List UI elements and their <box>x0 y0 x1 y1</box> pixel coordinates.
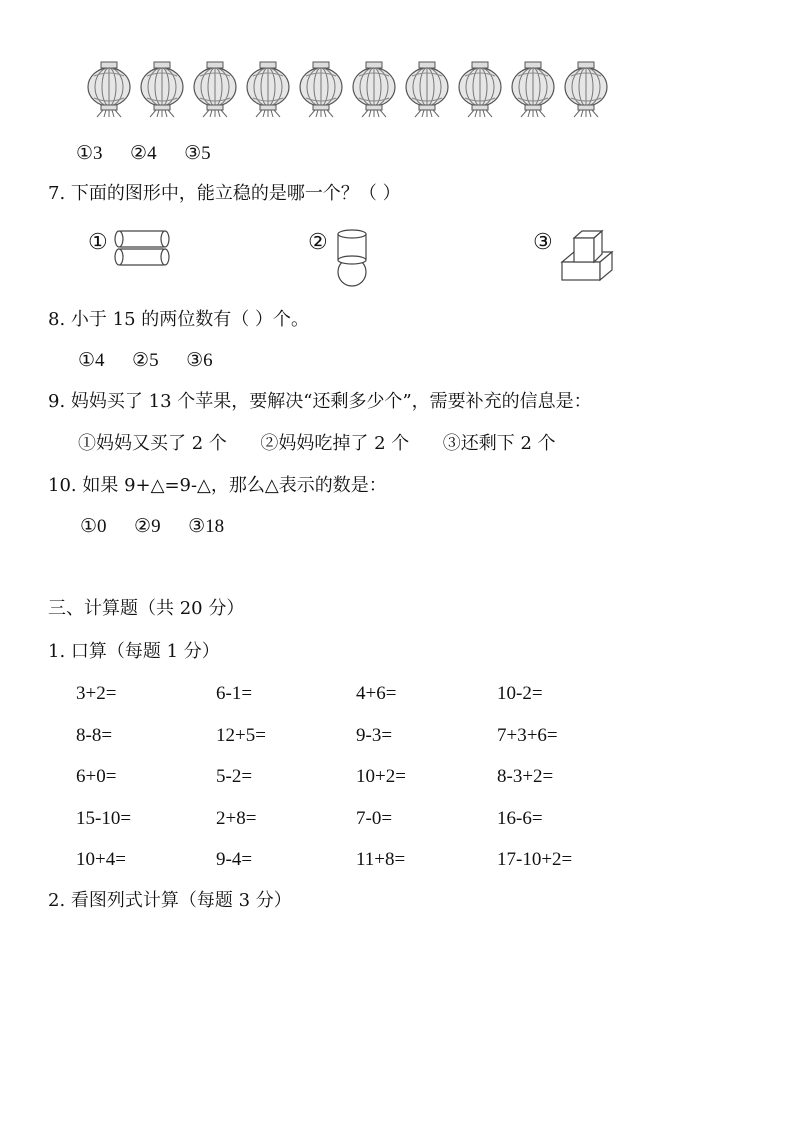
lantern-row <box>86 60 616 118</box>
math-problem: 9-3= <box>356 724 393 746</box>
math-problem: 8-8= <box>76 724 113 746</box>
lantern-icon <box>139 60 185 118</box>
section-3-title: 三、计算题（共 20 分） <box>48 598 245 619</box>
q6-option-1: ①3 <box>76 143 103 164</box>
math-problem: 9-4= <box>216 849 253 870</box>
q6-options <box>76 142 211 165</box>
math-problem: 4+6= <box>356 683 397 704</box>
section-3-part-1: 1. 口算（每题 1 分） <box>48 641 220 662</box>
q7-question: 7. 下面的图形中，能立稳的是哪一个？（ ） <box>48 183 401 204</box>
math-problem: 10-2= <box>497 683 543 704</box>
q8-option-3: ③6 <box>186 350 213 371</box>
math-problem: 16-6= <box>497 807 543 829</box>
math-problem: 7+3+6= <box>497 724 558 746</box>
q8-option-2: ②5 <box>132 350 159 371</box>
math-problem: 12+5= <box>216 724 266 746</box>
q6-option-3: ③5 <box>184 143 211 164</box>
lantern-icon <box>351 60 397 118</box>
math-problem: 6-1= <box>216 683 253 704</box>
lantern-icon <box>298 60 344 118</box>
q7-label-2: ② <box>308 230 328 255</box>
lantern-icon <box>563 60 609 118</box>
math-problem: 5-2= <box>216 766 253 787</box>
q8-options <box>78 349 213 372</box>
q7-label-3: ③ <box>533 230 553 255</box>
lantern-icon <box>86 60 132 118</box>
math-problem: 7-0= <box>356 807 393 829</box>
math-problem: 10+2= <box>356 766 406 787</box>
q9-options <box>78 432 556 456</box>
q7-label-1: ① <box>88 230 108 255</box>
math-problem: 11+8= <box>356 849 406 870</box>
math-problem: 15-10= <box>76 807 132 829</box>
math-problem: 17-10+2= <box>497 849 573 870</box>
math-problem: 6+0= <box>76 766 117 787</box>
lantern-icon <box>404 60 450 118</box>
math-problem: 3+2= <box>76 683 117 704</box>
math-problem: 2+8= <box>216 807 257 829</box>
q9-option-1: ①妈妈又买了 2 个 <box>78 433 227 454</box>
q6-option-2: ②4 <box>130 143 157 164</box>
section-3-part-2: 2. 看图列式计算（每题 3 分） <box>48 890 292 911</box>
q10-options <box>80 515 224 538</box>
lantern-icon <box>510 60 556 118</box>
q10-question: 10. 如果 9+△=9-△，那么△表示的数是： <box>48 475 387 496</box>
q9-question: 9. 妈妈买了 13 个苹果，要解决“还剩多少个”，需要补充的信息是： <box>48 391 592 412</box>
math-problem: 10+4= <box>76 849 126 870</box>
q8-question: 8. 小于 15 的两位数有（ ）个。 <box>48 309 309 330</box>
cube-stack-shape <box>560 228 616 284</box>
math-problem: 8-3+2= <box>497 766 554 787</box>
lantern-icon <box>457 60 503 118</box>
q9-option-3: ③还剩下 2 个 <box>442 433 556 454</box>
q10-option-1: ①0 <box>80 516 107 537</box>
cylinder-on-ball-shape <box>332 226 372 288</box>
stacked-cylinders-shape <box>114 228 170 270</box>
lantern-icon <box>245 60 291 118</box>
q8-option-1: ①4 <box>78 350 105 371</box>
q10-option-3: ③18 <box>188 516 225 537</box>
q9-option-2: ②妈妈吃掉了 2 个 <box>260 433 410 454</box>
q10-option-2: ②9 <box>134 516 161 537</box>
lantern-icon <box>192 60 238 118</box>
